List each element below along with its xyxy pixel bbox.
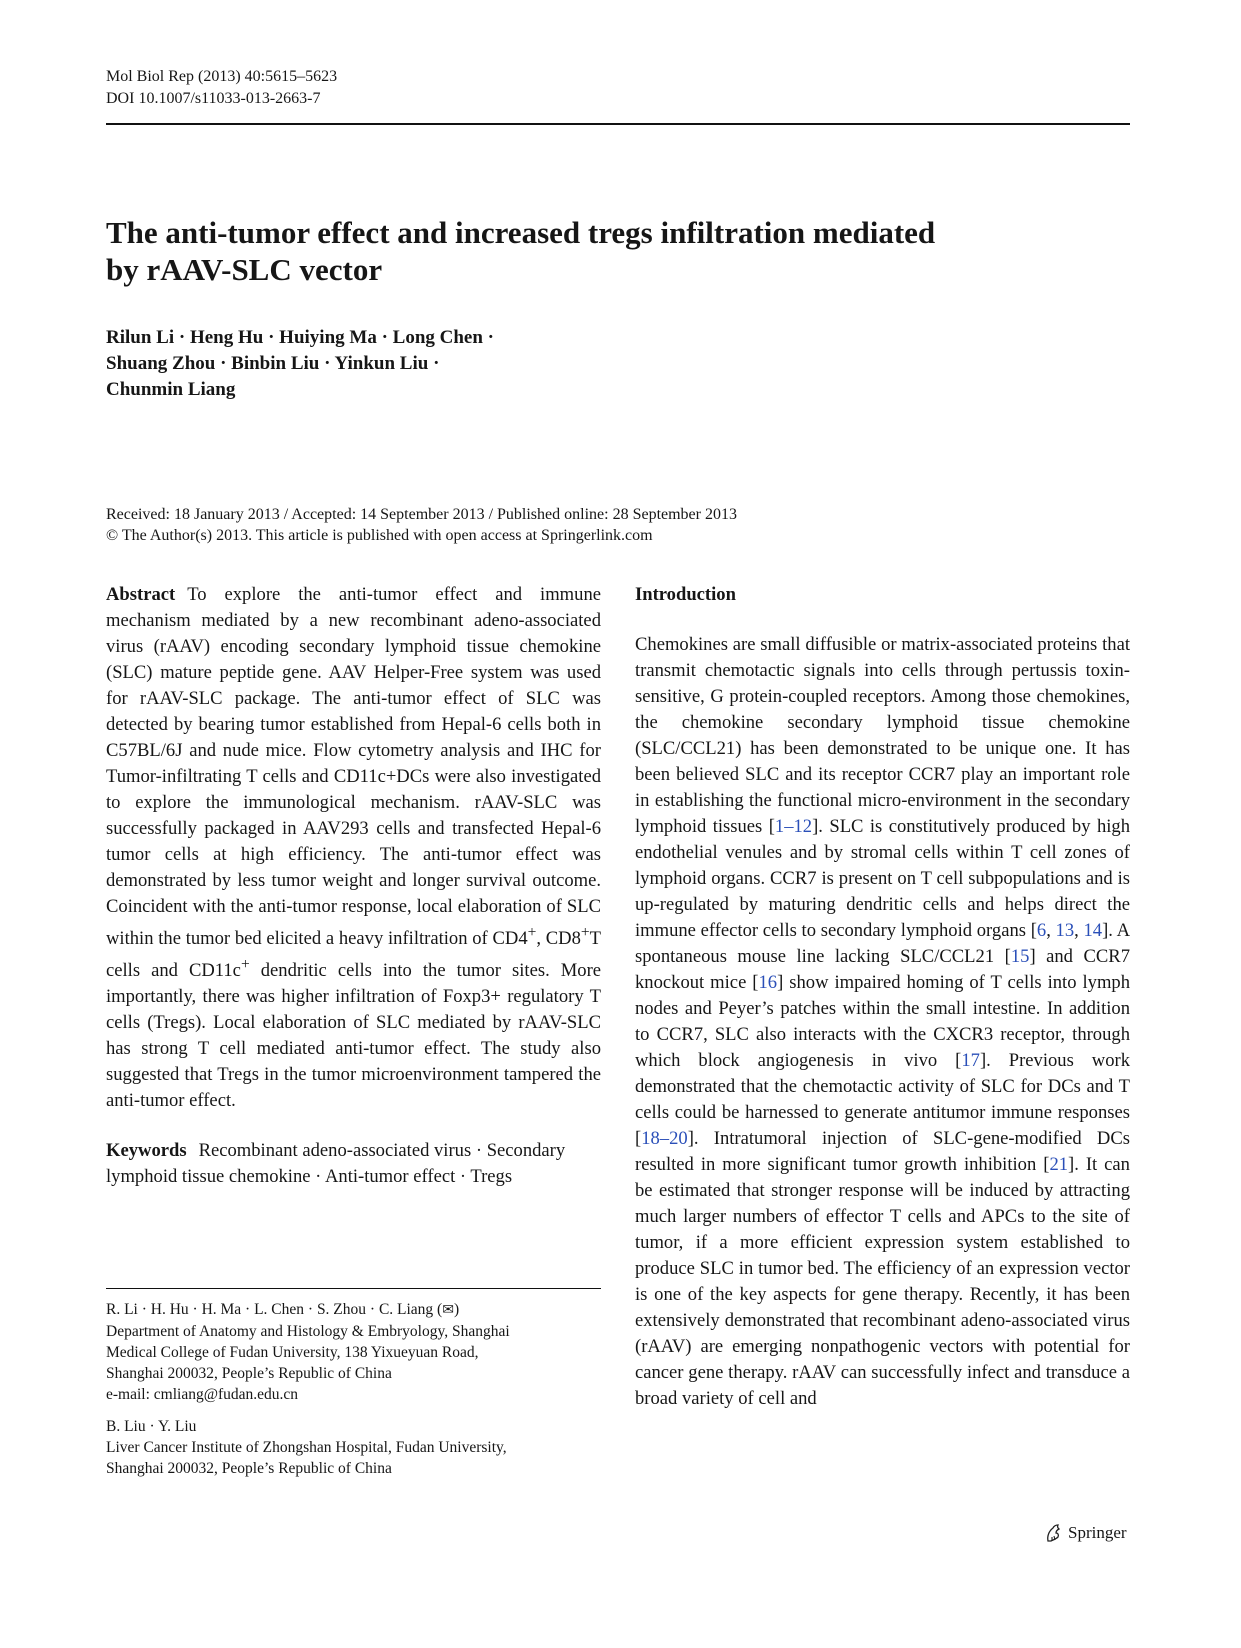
corresponding-email: e-mail: cmliang@fudan.edu.cn (106, 1386, 299, 1403)
publisher-logo (1042, 1522, 1127, 1544)
intro-text: ]. Previous work demonstrated that the chemotactic activity of SLC for DCs and T cells could be harnessed to generate antitumor immune responses [ (635, 1050, 1131, 1149)
citation-link[interactable]: 18–20 (641, 1128, 688, 1149)
intro-text: ]. A spontaneous mouse line lacking SLC/CCL21 [ (635, 920, 1130, 967)
header-rule (106, 123, 1130, 125)
author-list (106, 325, 494, 403)
abstract-text-1: To explore the anti-tumor effect and immune mechanism mediated by a new recombinant adeno-associated virus (rAAV) encoding secondary lymphoid tissue chemokine (SLC) mature peptide gene. AAV Helper-Free system was used for rAAV-SLC package. The anti-tumor effect of SLC was detected by bearing tumor established from Hepal-6 cells both in C57BL/6J and nude mice. Flow cytometry analysis and IHC for Tumor-infiltrating T cells and CD11c+DCs were also investigated to explore the immunological mechanism. rAAV-SLC was successfully packaged in AAV293 cells and transfected Hepal-6 tumor cells at high efficiency. The anti-tumor effect was demonstrated by less tumor weight and longer survival outcome. Coincident with the anti-tumor response, local elaboration of SLC within the tumor bed elicited a heavy infiltration of CD4 (106, 584, 601, 950)
right-column (635, 582, 1130, 1412)
envelope-icon: ✉ (442, 1303, 454, 1318)
article-title (106, 214, 1106, 288)
affiliation-2-authors: B. Liu · Y. Liu (106, 1418, 197, 1435)
doi: DOI 10.1007/s11033-013-2663-7 (106, 90, 321, 107)
introduction-paragraph (635, 632, 1130, 1412)
left-column (106, 582, 601, 1190)
affiliation-1-close: ) (453, 1301, 460, 1318)
abstract-label: Abstract (106, 584, 176, 605)
intro-text: Chemokines are small diffusible or matrix-associated proteins that transmit chemotactic signals into cells through pertussis toxin-sensitive, G protein-coupled receptors. Among those chemokines, the chemokine secondary lymphoid tissue chemokine (SLC/CCL21) has been demonstrated to be unique one. It has been believed SLC and its receptor CCR7 play an important role in establishing the functional micro-environment in the secondary lymphoid tissues [ (635, 634, 1130, 837)
abstract-text-2: , CD8 (536, 928, 581, 950)
citation-link[interactable]: 6 (1036, 920, 1047, 941)
intro-text: ] show impaired homing of T cells into lymph nodes and Peyer’s patches within the small intestine. In addition to CCR7, SLC also interacts with the CXCR3 receptor, through which block angiogenesis in vivo [ (635, 972, 1131, 1071)
affiliation-1-line-1: Department of Anatomy and Histology & Embryology, Shanghai (106, 1323, 510, 1340)
authors-line-2: Shuang Zhou · Binbin Liu · Yinkun Liu · (106, 353, 440, 374)
authors-line-3: Chunmin Liang (106, 379, 236, 400)
citation-link[interactable]: 17 (961, 1050, 980, 1071)
citation-link[interactable]: 1–12 (774, 816, 813, 837)
affiliation-2 (106, 1416, 601, 1479)
citation-link[interactable]: 21 (1049, 1154, 1069, 1175)
journal-citation: Mol Biol Rep (2013) 40:5615–5623 (106, 68, 338, 85)
keywords-label: Keywords (106, 1140, 187, 1162)
publication-history (106, 504, 737, 546)
intro-text: , (1046, 920, 1056, 941)
superscript-plus: + (580, 924, 590, 941)
intro-text: ]. SLC is constitutively produced by high endothelial venules and by stromal cells within T cell zones of lymphoid organs. CCR7 is present on T cell subpopulations and is up-regulated by maturing dendritic cells and helps direct the immune effector cells to secondary lymphoid organs [ (635, 816, 1130, 941)
copyright-notice: © The Author(s) 2013. This article is published with open access at Springerlink.com (106, 527, 653, 544)
superscript-plus: + (527, 924, 537, 941)
citation-link[interactable]: 13 (1055, 920, 1075, 941)
intro-text: ] and CCR7 knockout mice [ (635, 946, 1130, 993)
authors-line-1: Rilun Li · Heng Hu · Huiying Ma · Long Chen · (106, 327, 495, 348)
citation-link[interactable]: 14 (1083, 920, 1103, 941)
running-header (106, 66, 337, 110)
affiliation-1-authors (106, 1299, 601, 1321)
title-line-1: The anti-tumor effect and increased tregs infiltration mediated (106, 215, 936, 250)
abstract-text-3: T cells and CD11c (106, 928, 601, 982)
history-dates: Received: 18 January 2013 / Accepted: 14 September 2013 / Published online: 28 September 2013 (106, 506, 737, 523)
affiliation-1-line-2: Medical College of Fudan University, 138 Yixueyuan Road, (106, 1344, 479, 1361)
introduction-heading: Introduction (635, 584, 736, 605)
citation-link[interactable]: 16 (758, 972, 778, 993)
affiliation-2-line-1: Liver Cancer Institute of Zhongshan Hospital, Fudan University, (106, 1439, 507, 1456)
affiliation-1 (106, 1299, 601, 1405)
publisher-name: Springer (1068, 1523, 1127, 1542)
intro-text: ]. It can be estimated that stronger response will be induced by attracting much larger numbers of effector T cells and APCs to the site of tumor, if a more efficient expression system established to produce SLC in tumor bed. The efficiency of an expression vector is one of the key aspects for gene therapy. Recently, it has been extensively demonstrated that recombinant adeno-associated virus (rAAV) are emerging nonpathogenic vectors with potential for cancer gene therapy. rAAV can successfully infect and transduce a broad variety of cell and (635, 1154, 1130, 1409)
affiliation-rule (106, 1288, 601, 1289)
springer-horse-icon (1042, 1522, 1064, 1544)
intro-text: ]. Intratumoral injection of SLC-gene-modified DCs resulted in more significant tumor growth inhibition [ (635, 1128, 1130, 1175)
abstract-text-4: dendritic cells into the tumor sites. More importantly, there was higher infiltration of Foxp3+ regulatory T cells (Tregs). Local elaboration of SLC mediated by rAAV-SLC has strong T cell mediated anti-tumor effect. The study also suggested that Tregs in the tumor microenvironment tampered the anti-tumor effect. (106, 960, 602, 1112)
superscript-plus: + (240, 956, 250, 974)
intro-text: , (1074, 920, 1084, 941)
affiliation-1-line-3: Shanghai 200032, People’s Republic of China (106, 1365, 392, 1382)
citation-link[interactable]: 15 (1010, 946, 1030, 967)
keywords-text: Recombinant adeno-associated virus · Secondary lymphoid tissue chemokine · Anti-tumor effect · Tregs (106, 1140, 566, 1188)
title-line-2: by rAAV-SLC vector (106, 252, 383, 287)
keywords (106, 1138, 601, 1190)
affiliation-1-names: R. Li · H. Hu · H. Ma · L. Chen · S. Zhou · C. Liang ( (106, 1301, 443, 1318)
abstract (106, 582, 601, 1114)
affiliation-2-line-2: Shanghai 200032, People’s Republic of China (106, 1460, 392, 1477)
